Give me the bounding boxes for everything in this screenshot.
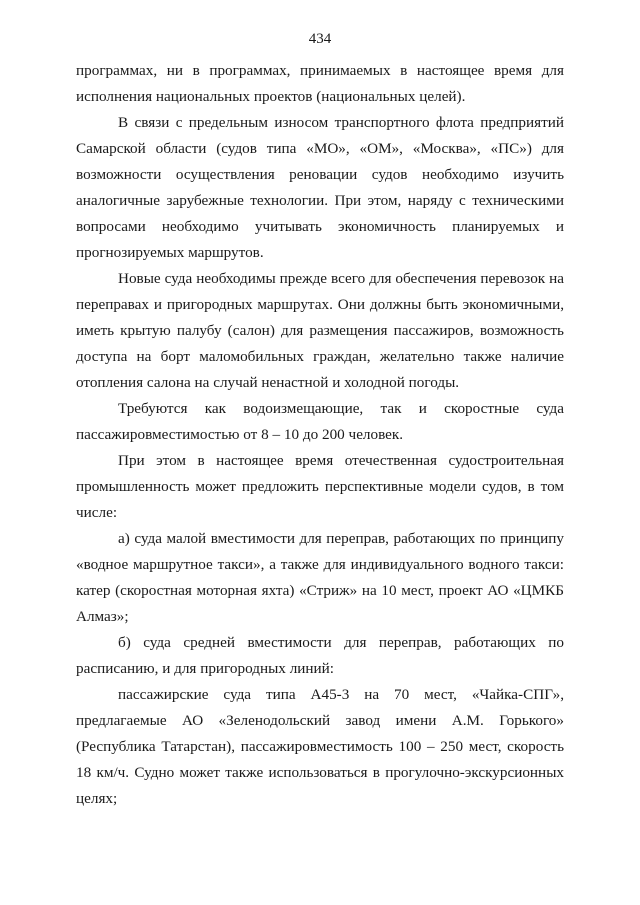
paragraph-3: Новые суда необходимы прежде всего для обеспечения перевозок на переправах и пригородных маршрутах. Они должны быть экономичными, иметь крытую палубу (салон) для размещения пассажиров, возможность доступа на борт маломобильных граждан, желательно также наличие отопления салона на случай ненастной и холодной погоды. — [76, 270, 564, 391]
page-number: 434 — [308, 31, 332, 47]
paragraph-1: программах, ни в программах, принимаемых в настоящее время для исполнения национальных проектов (национальных целей). — [76, 62, 564, 105]
paragraph-7: б) суда средней вместимости для переправ, работающих по расписанию, и для пригородных линий: — [76, 634, 564, 677]
paragraph-8: пассажирские суда типа А45-3 на 70 мест, «Чайка-СПГ», предлагаемые АО «Зеленодольский завод имени А.М. Горького» (Республика Татарстан), пассажировместимость 100 – 250 мест, скорость 18 км/ч. Судно может также использоваться в прогулочно-экскурсионных целях; — [76, 686, 564, 807]
paragraph-6: а) суда малой вместимости для переправ, работающих по принципу «водное маршрутное такси», а также для индивидуального водного такси: катер (скоростная моторная яхта) «Стриж» на 10 мест, проект АО «ЦМКБ Алмаз»; — [76, 530, 564, 625]
document-body — [76, 58, 564, 812]
paragraph-5: При этом в настоящее время отечественная судостроительная промышленность может предложить перспективные модели судов, в том числе: — [76, 452, 564, 521]
paragraph-4: Требуются как водоизмещающие, так и скоростные суда пассажировместимостью от 8 – 10 до 200 человек. — [76, 400, 564, 443]
paragraph-2: В связи с предельным износом транспортного флота предприятий Самарской области (судов типа «МО», «ОМ», «Москва», «ПС») для возможности осуществления реновации судов необходимо изучить аналогичные зарубежные технологии. При этом, наряду с техническими вопросами необходимо учитывать экономичность планируемых и прогнозируемых маршрутов. — [76, 114, 564, 261]
